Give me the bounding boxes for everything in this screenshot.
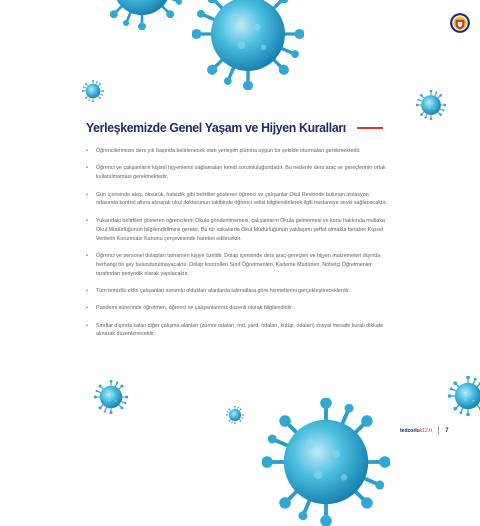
list-item xyxy=(86,322,392,340)
list-item xyxy=(86,287,392,296)
list-item-text: Yukarıdaki belirtileri gösteren öğrencilerin Okula gönderilmemesi, çalışanların Okula gelmemesi ve konu hakkında mutlaka Okul Müdürlüğünün bilgilendirilmesi gerekir. Bu tür vakalarda Okul Müdürlüğünün yaklaşımı şeffaf olmakla beraber Kişisel Verilerin Korunması Kanunu çerçevesinde hareket edilecektir. xyxy=(96,217,386,242)
list-item-text: Öğrenci ve çalışanların kişisel hijyenlerini sağlamaları kendi sorumluluğundadır. Bu nedenle ders araç ve gereçlerinin ortak kullanılmaması gerekmektedir. xyxy=(96,165,386,181)
bullet-dot: • xyxy=(86,217,88,224)
title-row xyxy=(86,120,406,135)
bullet-dot: • xyxy=(86,191,88,198)
list-item-text: Öğrencilerimizin ders yılı başında belirlenecek olan yerleşim planına uygun bir şekilde oturmaları gerekmektedir. xyxy=(96,148,361,154)
page-number: 7 xyxy=(445,427,449,434)
virus-icon xyxy=(82,80,104,102)
list-item-text: Pandemi sürecinde öğretmen, öğrenci ve çalışanlarımız düzenli olarak bilgilendirilir. xyxy=(96,305,293,312)
virus-icon xyxy=(448,376,480,416)
list-item xyxy=(86,147,392,156)
virus-icon xyxy=(416,90,446,120)
footer-brand-name: tedcorlu xyxy=(400,427,420,434)
footer-brand-suffix: k12.tr xyxy=(419,427,433,434)
rules-list xyxy=(86,147,392,348)
page-footer xyxy=(400,426,449,435)
list-item-text: Gün içerisinde ateş, öksürük, halsizlik gibi belirtiler gösteren öğrenci ve çalışanlar Okul Revirinde bulunan izolasyon odasında kontrol altına alınarak okul doktorunun takibinde öğrenci velisi bilgilendirilerek ilgili hastaneye sevki sağlanacaktır. xyxy=(96,191,387,207)
title-accent-line xyxy=(357,127,383,129)
list-item xyxy=(86,252,392,279)
footer-divider xyxy=(438,426,439,435)
virus-icon xyxy=(98,0,186,30)
list-item xyxy=(86,217,392,244)
list-item xyxy=(86,191,392,209)
virus-icon xyxy=(226,406,244,424)
bullet-dot: • xyxy=(86,252,88,259)
virus-icon xyxy=(94,380,128,414)
bullet-dot: • xyxy=(86,305,88,312)
footer-brand xyxy=(400,428,432,434)
list-item-text: Tüm temizlik ekibi çalışanları sorumlu oldukları alanlarda talimatlara göre hizmetlerini gerçekleştireceklerdir. xyxy=(96,287,350,294)
bullet-dot: • xyxy=(86,165,88,172)
page-title: Yerleşkemizde Genel Yaşam ve Hijyen Kuralları xyxy=(86,120,346,135)
virus-icon xyxy=(192,0,304,90)
list-item-text: Öğrenci ve personel dolapları tamamen kişiye özeldir. Dolap içerisinde ders araç-gereçleri ve hijyen malzemeleri dışında herhangi bir şey bulundurulmayacaktır. Dolap kontrolleri Sınıf Öğretmenleri, Kademe Müdürleri, Nöbetçi Öğretmenler tarafından periyodik olarak yapılacaktır. xyxy=(96,252,381,277)
school-emblem-icon xyxy=(449,12,471,34)
virus-icon xyxy=(262,398,390,526)
list-item-text: Sınıflar dışında kalan diğer çalışma alanları (zümre odaları, md. yard. odaları, kütüp. odaları) sosyal mesafe kuralı dikkate alınarak düzenlenecektir. xyxy=(96,322,384,338)
bullet-dot: • xyxy=(86,287,88,294)
list-item xyxy=(86,304,392,313)
bullet-dot: • xyxy=(86,322,88,329)
bullet-dot: • xyxy=(86,148,88,154)
list-item xyxy=(86,164,392,182)
